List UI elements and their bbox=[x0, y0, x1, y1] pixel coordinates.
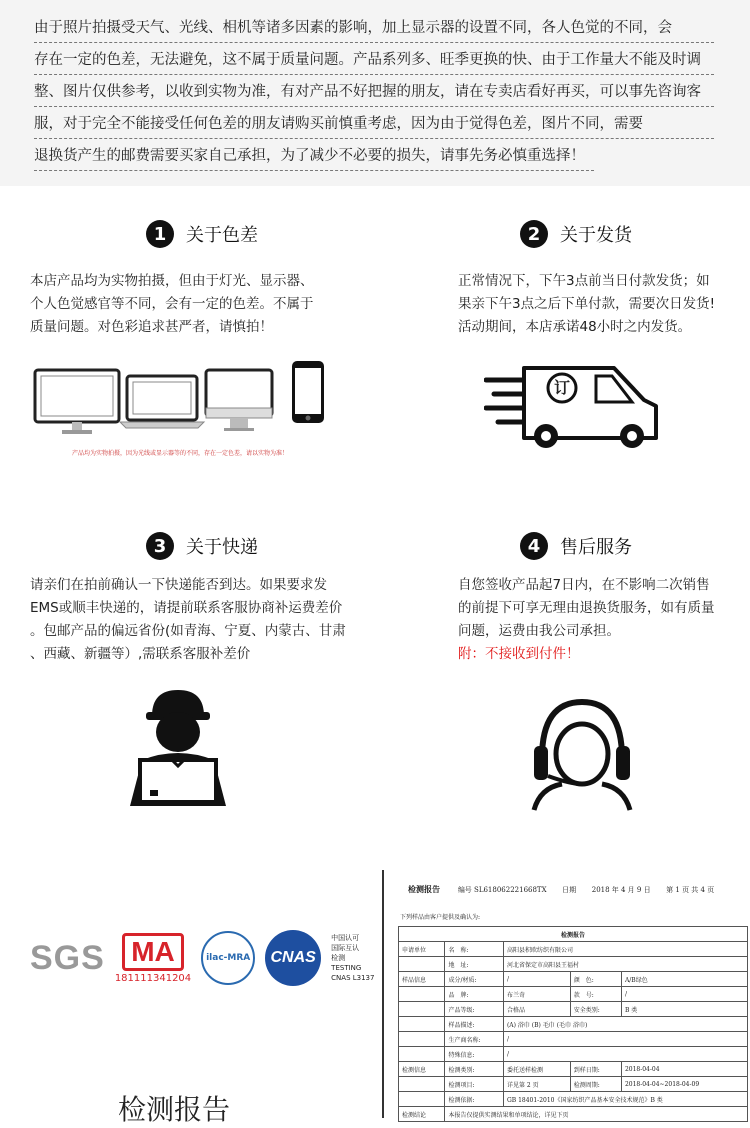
text-line: 果亲下午3点之后下单付款，需要次日发货! bbox=[458, 296, 716, 312]
report-header bbox=[408, 884, 714, 895]
text-line: 问题，运费由我公司承担。 bbox=[458, 623, 620, 639]
truck-label: 订 bbox=[553, 378, 570, 397]
number-badge: 2 bbox=[520, 220, 548, 248]
section-courier-heading bbox=[146, 532, 258, 560]
text-line: EMS或顺丰快递的，请提前联系客服协商补运费差价 bbox=[30, 600, 343, 616]
shipping-text bbox=[458, 270, 715, 339]
cnas-text-line: 国际互认 bbox=[331, 944, 360, 952]
color-notice bbox=[0, 0, 750, 186]
cnas-text-line: 中国认可 bbox=[331, 934, 360, 942]
cnas-text-line: TESTING bbox=[331, 964, 362, 972]
after-sales-text bbox=[458, 574, 715, 666]
sgs-logo: SGS bbox=[30, 938, 105, 977]
table-row: 检测结论 本报告仅提供实测结果和单项结论，详见下页 bbox=[399, 1107, 748, 1122]
cnas-logo: CNAS bbox=[265, 930, 321, 986]
text-line: 本店产品均为实物拍摄，但由于灯光、显示器、 bbox=[30, 273, 314, 289]
color-difference-text bbox=[30, 270, 314, 339]
report-doc-title: 检测报告 bbox=[408, 884, 440, 894]
text-line: 自您签收产品起7日内，在不影响二次销售 bbox=[458, 577, 710, 593]
color-caption: 产品均为实物拍摄，因为光线或显示器等的不同，存在一定色差，请以实物为准！ bbox=[72, 450, 289, 457]
notice-line: 整、图片仅供参考，以收到实物为准，有对产品不好把握的朋友，请在专卖店看好再买，可以事先咨询客 bbox=[34, 82, 714, 107]
cod-warning: 附：不接收到付件！ bbox=[458, 646, 580, 662]
table-row: 地 址: 河北省保定市高阳县王福村 bbox=[399, 957, 748, 972]
cnas-text bbox=[331, 933, 374, 983]
section-title: 关于发货 bbox=[560, 225, 632, 246]
table-row: 样品信息 成分/材质: / 颜 色: A/B绿色 bbox=[399, 972, 748, 987]
notice-line: 服，对于完全不能接受任何色差的朋友请购买前慎重考虑，因为由于觉得色差，图片不同，需要 bbox=[34, 114, 714, 139]
table-row: 特殊信息: / bbox=[399, 1047, 748, 1062]
customer-service-icon bbox=[526, 692, 638, 814]
courier-text bbox=[30, 574, 346, 666]
cma-number: 181111341204 bbox=[114, 972, 192, 984]
number-badge: 1 bbox=[146, 220, 174, 248]
table-row: 检测依据: GB 18401-2010《国家纺织产品基本安全技术规范》B 类 bbox=[399, 1092, 748, 1107]
cnas-text-line: 检测 bbox=[331, 954, 346, 962]
test-report-image bbox=[382, 870, 750, 1118]
ilac-mra-logo: ilac-MRA bbox=[201, 931, 255, 985]
section-after-sales-heading bbox=[520, 532, 632, 560]
table-row: 申请单位 名 称: 高阳县积欧纺织有限公司 bbox=[399, 942, 748, 957]
notice-line: 存在一定的色差，无法避免，这不属于质量问题。产品系列多、旺季更换的快、由于工作量大不能及时调 bbox=[34, 50, 714, 75]
report-page: 第 1 页 共 4 页 bbox=[666, 886, 715, 894]
report-number: 编号 SL618062221668TX bbox=[457, 886, 547, 894]
text-line: 活动期间，本店承诺48小时之内发货。 bbox=[458, 319, 692, 335]
courier-icon bbox=[122, 686, 234, 808]
section-shipping-heading bbox=[520, 220, 632, 248]
text-line: 正常情况下，下午3点前当日付款发货；如 bbox=[458, 273, 710, 289]
report-table bbox=[398, 926, 748, 1122]
notice-line: 由于照片拍摄受天气、光线、相机等诸多因素的影响，加上显示器的设置不同，各人色觉的不同，会 bbox=[34, 18, 714, 43]
section-title: 售后服务 bbox=[560, 537, 632, 558]
report-subtitle: 下列样品由客户提供及确认为: bbox=[400, 914, 481, 921]
delivery-truck-icon bbox=[484, 362, 666, 452]
text-line: 的前提下可享无理由退换货服务，如有质量 bbox=[458, 600, 715, 616]
report-date-label: 日期 bbox=[562, 886, 577, 894]
table-row: 检测项目: 详见第 2 页 检测周期: 2018-04-04~2018-04-09 bbox=[399, 1077, 748, 1092]
text-line: 。包邮产品的偏远省份(如青海、宁夏、内蒙古、甘肃 bbox=[30, 623, 346, 639]
cma-mark: MA bbox=[122, 933, 184, 971]
report-table-title: 检测报告 bbox=[399, 927, 748, 942]
devices-icon bbox=[30, 358, 330, 440]
text-line: 个人色觉感官等不同，会有一定的色差。不属于 bbox=[30, 296, 314, 312]
text-line: 请亲们在拍前确认一下快递能否到达。如果要求发 bbox=[30, 577, 327, 593]
section-color-difference-heading bbox=[146, 220, 258, 248]
table-row: 样品描述: (A) 浴巾 (B) 毛巾 (毛巾 浴巾) bbox=[399, 1017, 748, 1032]
notice-line: 退换货产生的邮费需要买家自己承担，为了减少不必要的损失，请事先务必慎重选择！ bbox=[34, 146, 594, 171]
report-date: 2018 年 4 月 9 日 bbox=[591, 886, 651, 894]
section-title: 关于色差 bbox=[186, 225, 258, 246]
section-title: 关于快递 bbox=[186, 537, 258, 558]
cnas-text-line: CNAS L3137 bbox=[331, 974, 375, 982]
table-row: 检测信息 检测类别: 委托送样检测 到样日期: 2018-04-04 bbox=[399, 1062, 748, 1077]
certification-logos bbox=[30, 930, 374, 986]
cma-logo bbox=[115, 933, 191, 984]
text-line: 、西藏、新疆等）,需联系客服补差价 bbox=[30, 646, 251, 662]
table-row: 品 牌: 布兰奇 款 号: / bbox=[399, 987, 748, 1002]
text-line: 质量问题。对色彩追求甚严者，请慎拍！ bbox=[30, 319, 273, 335]
report-heading: 检测报告 bbox=[118, 1093, 231, 1126]
number-badge: 4 bbox=[520, 532, 548, 560]
number-badge: 3 bbox=[146, 532, 174, 560]
table-row: 产品等级: 合格品 安全类别: B 类 bbox=[399, 1002, 748, 1017]
table-row: 生产商名称: / bbox=[399, 1032, 748, 1047]
